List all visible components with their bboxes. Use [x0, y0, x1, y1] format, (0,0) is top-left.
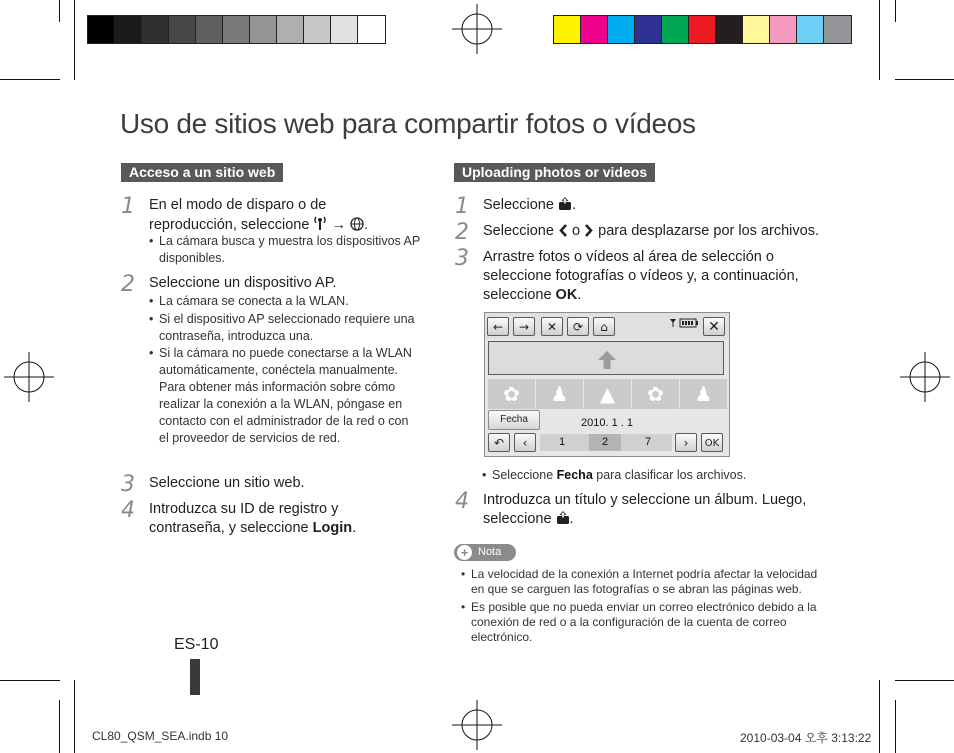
registration-target-right: [900, 352, 950, 402]
step-3-text: Seleccione un sitio web.: [149, 475, 305, 491]
note-bullet-1: • La velocidad de la conexión a Internet podría afectar la velocidad en que se carguen las fotografías o se abran las páginas web.: [471, 567, 831, 597]
back-arrow-button[interactable]: ←: [487, 317, 509, 336]
color-swatch: [797, 16, 824, 43]
chevron-left-icon: [558, 223, 568, 242]
camera-screen-illustration: [484, 312, 730, 457]
plus-circle-icon: +: [457, 545, 472, 560]
upload-icon: [558, 197, 572, 216]
step-4-text: Introduzca un título y seleccione un álbum. Luego, seleccione .: [483, 491, 828, 530]
thumbnail[interactable]: ✿: [488, 379, 535, 409]
up-arrow-icon: [597, 351, 617, 369]
fecha-bullet: • Seleccione Fecha para clasificar los archivos.: [492, 467, 746, 484]
grayscale-swatch-strip: [87, 15, 386, 44]
section-heading-access: Acceso a un sitio web: [121, 163, 283, 182]
color-swatch: [743, 16, 770, 43]
thumbnail[interactable]: ♟: [680, 379, 727, 409]
color-swatch: [770, 16, 797, 43]
color-swatch: [115, 16, 142, 43]
date-label: 2010. 1 . 1: [581, 417, 633, 429]
footer-file-info: CL80_QSM_SEA.indb 10: [92, 729, 229, 743]
step-4-text: Introduzca su ID de registro y contraseña, y seleccione Login.: [149, 501, 357, 536]
step-1-text: En el modo de disparo o de reproducción, seleccione → .: [149, 196, 419, 236]
color-swatch: [223, 16, 250, 43]
color-swatch: [824, 16, 851, 43]
thumbnail[interactable]: ✿: [632, 379, 679, 409]
step-number: 3: [455, 246, 469, 271]
fecha-button[interactable]: Fecha: [488, 410, 540, 430]
login-label: Login: [312, 520, 353, 536]
forward-arrow-button[interactable]: →: [513, 317, 535, 336]
thumbnail[interactable]: ▲: [584, 379, 631, 409]
step-2-bullet-1: • La cámara se conecta a la WLAN.: [159, 293, 421, 310]
step-2-bullet-2: • Si el dispositivo AP seleccionado requiere una contraseña, introduzca una.: [159, 311, 421, 345]
step-number: 4: [455, 489, 469, 514]
color-swatch: [88, 16, 115, 43]
color-swatch: [250, 16, 277, 43]
page-1[interactable]: 1: [558, 436, 566, 448]
section-heading-uploading: Uploading photos or videos: [454, 163, 655, 182]
color-swatch: [608, 16, 635, 43]
next-page-button[interactable]: ›: [675, 433, 697, 452]
ok-label: OK: [555, 287, 578, 303]
color-swatch: [142, 16, 169, 43]
close-icon[interactable]: ✕: [703, 317, 725, 336]
signal-battery-icon: [669, 315, 699, 333]
page-2[interactable]: 2: [589, 434, 621, 451]
step-number: 2: [455, 220, 469, 245]
page-edge-tab: [190, 659, 200, 695]
page-7[interactable]: 7: [644, 436, 652, 448]
step-number: 2: [121, 272, 135, 297]
fecha-label: Fecha: [556, 468, 593, 482]
color-swatch: [689, 16, 716, 43]
color-swatch: [554, 16, 581, 43]
upload-icon: [556, 511, 570, 530]
step-number: 4: [121, 498, 135, 523]
page-title: Uso de sitios web para compartir fotos o vídeos: [120, 108, 696, 139]
color-swatch: [635, 16, 662, 43]
ok-button[interactable]: OK: [701, 433, 723, 452]
color-swatch: [304, 16, 331, 43]
step-2-text: Seleccione o para desplazarse por los archivos.: [483, 222, 819, 242]
note-label: Nota: [478, 546, 502, 558]
color-swatch: [716, 16, 743, 43]
stop-button[interactable]: ✕: [541, 317, 563, 336]
step-3-text: Arrastre fotos o vídeos al área de selección o seleccione fotografías o vídeos y, a continuación, seleccione OK.: [483, 249, 799, 303]
chevron-right-icon: [584, 223, 594, 242]
registration-target-top: [452, 4, 502, 54]
color-swatch-strip: [553, 15, 852, 44]
color-swatch: [662, 16, 689, 43]
step-1-text: Seleccione .: [483, 196, 576, 216]
step-number: 1: [121, 194, 135, 219]
color-swatch: [331, 16, 358, 43]
footer-timestamp: 2010-03-04 오후 3:13:22: [740, 731, 872, 745]
registration-target-bottom: [452, 700, 502, 750]
step-number: 1: [455, 194, 469, 219]
step-1-bullet-1: • La cámara busca y muestra los dispositivos AP disponibles.: [159, 233, 421, 267]
step-2-text: Seleccione un dispositivo AP.: [149, 275, 337, 291]
color-swatch: [169, 16, 196, 43]
color-swatch: [581, 16, 608, 43]
registration-target-left: [4, 352, 54, 402]
return-button[interactable]: ↶: [488, 433, 510, 452]
home-button[interactable]: ⌂: [593, 317, 615, 336]
prev-page-button[interactable]: ‹: [514, 433, 536, 452]
color-swatch: [196, 16, 223, 43]
color-swatch: [358, 16, 385, 43]
note-badge: [454, 544, 516, 561]
color-swatch: [277, 16, 304, 43]
note-bullet-2: • Es posible que no pueda enviar un correo electrónico debido a la conexión de red o a la configuración de la cuenta de correo electrónico.: [471, 600, 831, 645]
page-number: ES-10: [174, 636, 219, 653]
step-number: 3: [121, 472, 135, 497]
refresh-button[interactable]: ⟳: [567, 317, 589, 336]
step-2-bullet-3: • Si la cámara no puede conectarse a la WLAN automáticamente, conéctela manualmente. Para obtener más información sobre cómo realizar la conexión a la WLAN, póngase en contacto con el administrador de la red o con el proveedor de servicios de red.: [159, 345, 421, 447]
thumbnail[interactable]: ♟: [536, 379, 583, 409]
upload-drop-area[interactable]: [488, 341, 724, 375]
